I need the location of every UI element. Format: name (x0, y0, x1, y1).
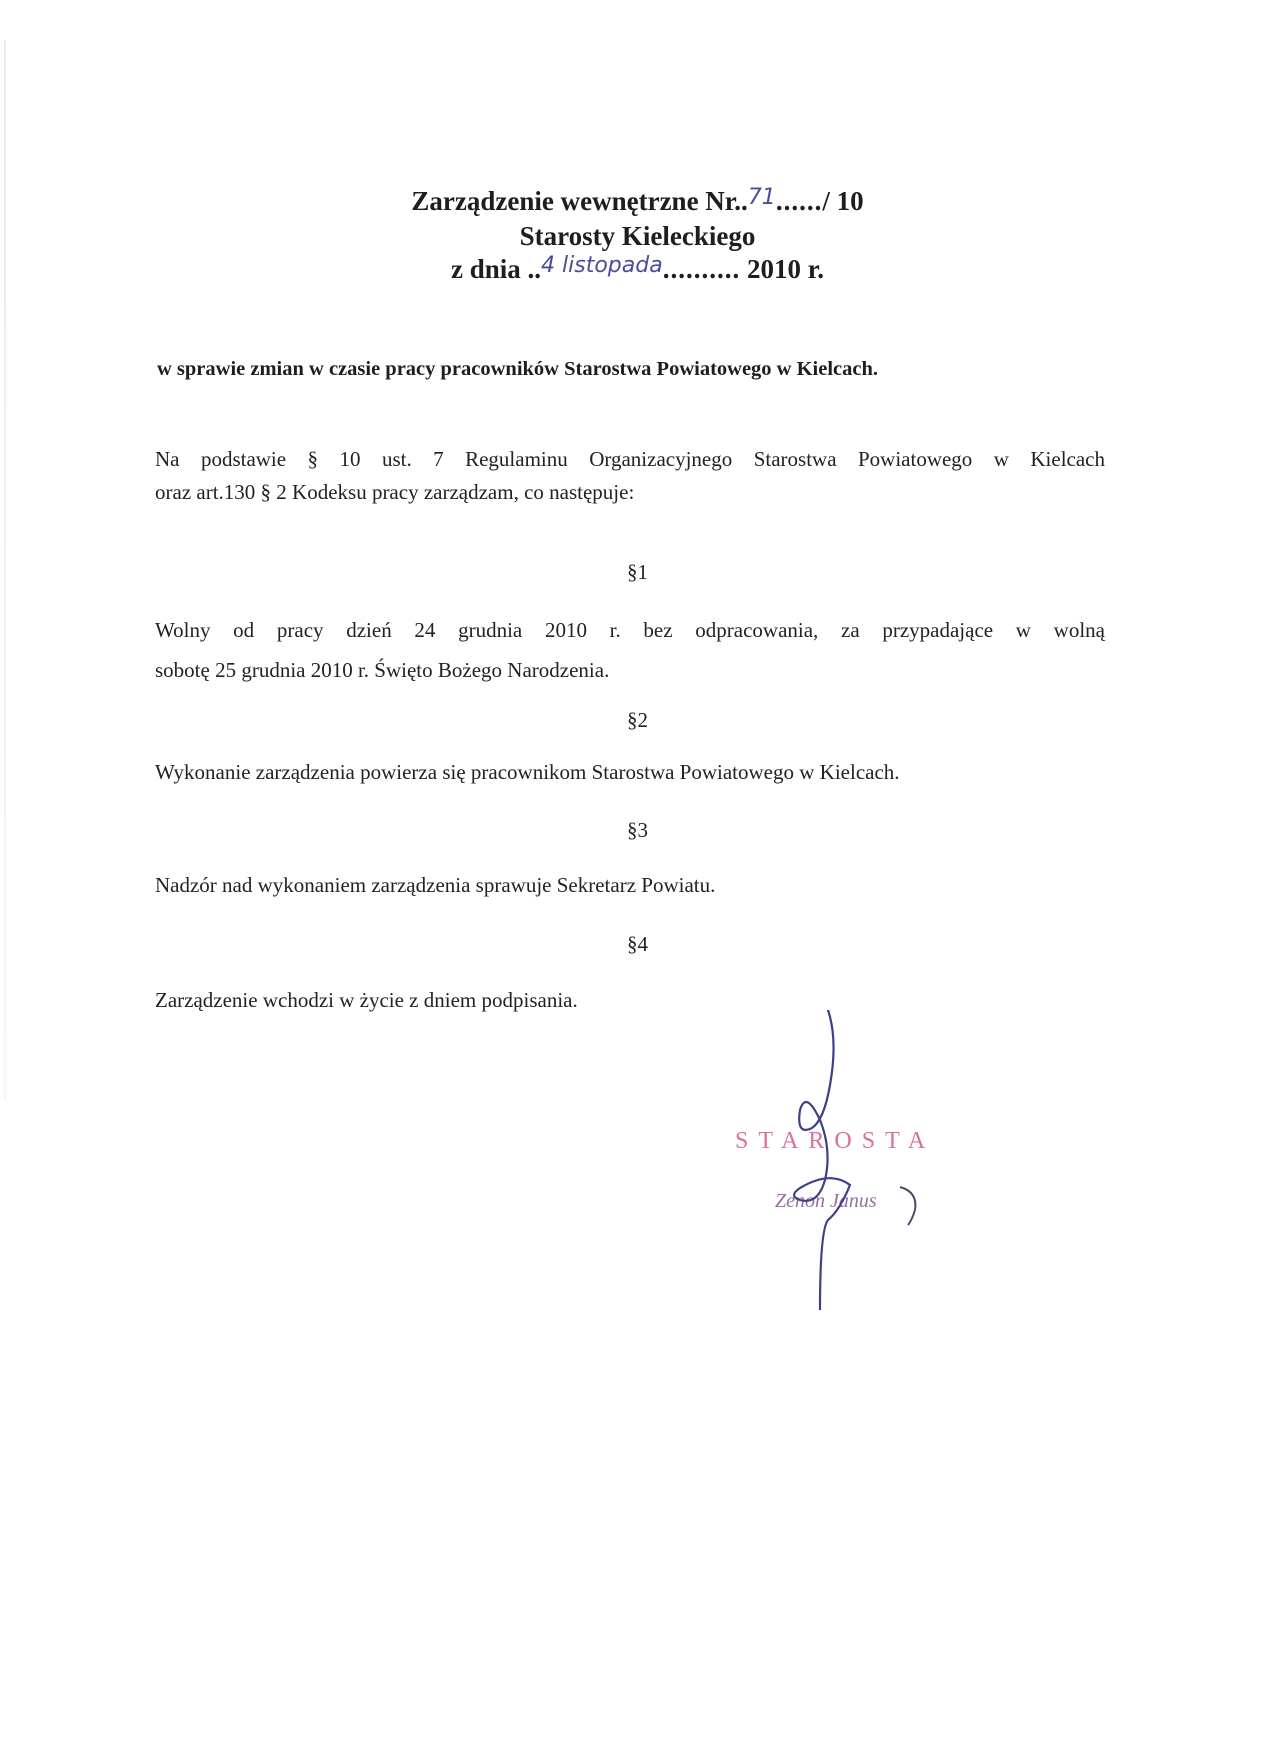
title-prefix: Zarządzenie wewnętrzne Nr.. (411, 186, 748, 216)
basis-line-1: Na podstawie § 10 ust. 7 Regulaminu Organizacyjnego Starostwa Powiatowego w Kielcach (155, 447, 1105, 471)
document-header (0, 185, 1275, 288)
stamp-name: Zenon Janus (775, 1190, 877, 1212)
stamp-title: STAROSTA (735, 1128, 936, 1154)
handwritten-number: 71 (747, 185, 776, 210)
basis-line-2: oraz art.130 § 2 Kodeksu pracy zarządzam, co następuje: (155, 480, 635, 504)
section-1-line-2: sobotę 25 grudnia 2010 r. Święto Bożego Narodzenia. (155, 658, 610, 682)
section-4-line-1: Zarządzenie wchodzi w życie z dniem podpisania. (155, 988, 578, 1012)
date-suffix: 2010 r. (746, 254, 824, 284)
title-suffix: / 10 (822, 186, 864, 216)
section-4-mark: §4 (627, 932, 648, 956)
title-dots: ...... (775, 186, 823, 216)
handwritten-date: 4 listopada (541, 253, 663, 278)
document-subject: w sprawie zmian w czasie pracy pracowników Starostwa Powiatowego w Kielcach. (157, 358, 879, 380)
section-3-line-1: Nadzór nad wykonaniem zarządzenia sprawuje Sekretarz Powiatu. (155, 873, 716, 897)
section-2-line-1: Wykonanie zarządzenia powierza się pracownikom Starostwa Powiatowego w Kielcach. (155, 760, 900, 784)
section-1-line-1: Wolny od pracy dzień 24 grudnia 2010 r. bez odpracowania, za przypadające w wolną (155, 618, 1105, 642)
section-2-mark: §2 (627, 708, 648, 732)
title-line (0, 185, 1275, 220)
date-line (0, 253, 1275, 288)
signature-icon (700, 1010, 960, 1310)
date-dots: .......... (662, 254, 741, 284)
date-prefix: z dnia .. (451, 254, 542, 284)
section-1-mark: §1 (627, 560, 648, 584)
issuer-line: Starosty Kieleckiego (519, 221, 756, 251)
section-3-mark: §3 (627, 818, 648, 842)
